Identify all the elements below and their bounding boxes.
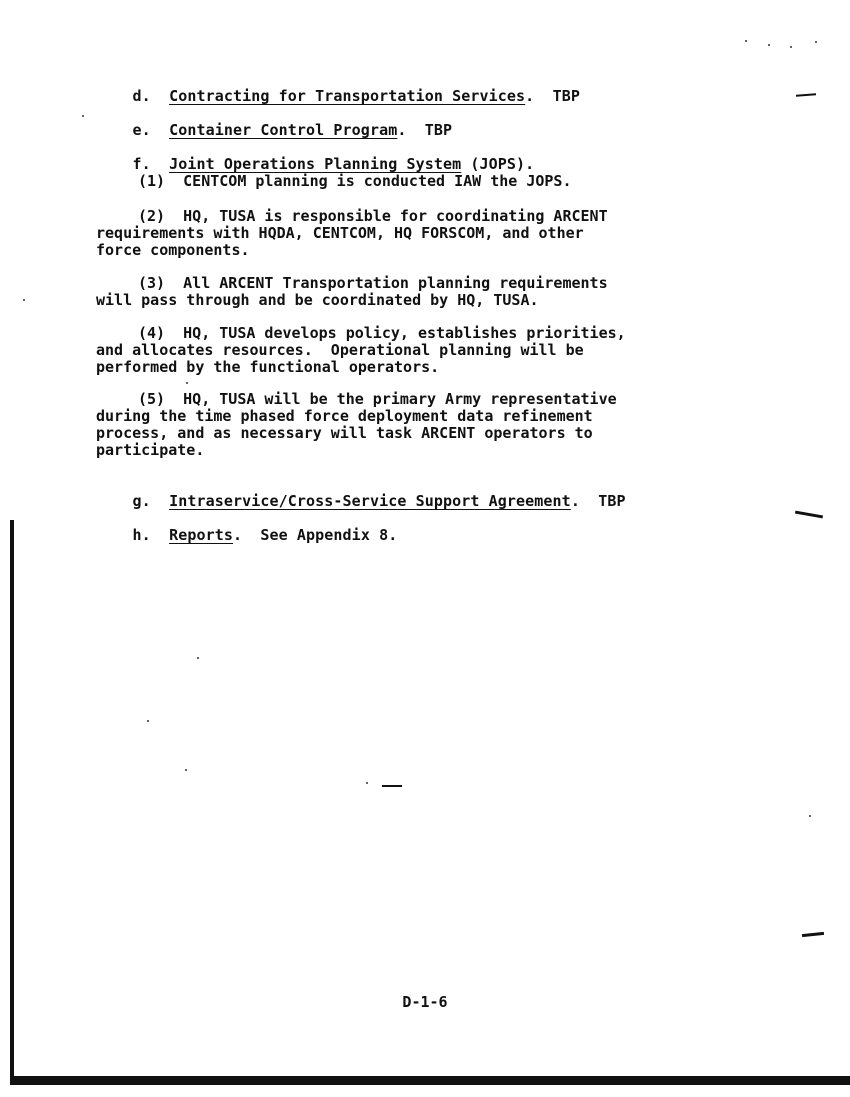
item-text: . TBP (570, 492, 626, 510)
scan-dot (185, 769, 187, 771)
subparagraph-line: force components. (96, 241, 250, 259)
subparagraph-3 (96, 275, 736, 309)
subparagraph-line: performed by the functional operators. (96, 358, 440, 376)
scan-dot (23, 299, 25, 301)
subparagraph-line: (3) All ARCENT Transportation planning requirements (138, 274, 608, 292)
subparagraph-line: (4) HQ, TUSA develops policy, establishes priorities, (138, 324, 626, 342)
scan-dot (147, 720, 149, 722)
item-h (96, 510, 397, 561)
item-text: . TBP (397, 121, 453, 139)
item-title: Reports (169, 526, 233, 544)
scan-dot (745, 40, 747, 42)
scan-mark (802, 932, 824, 937)
subparagraph-2 (96, 208, 736, 259)
item-title: Contracting for Transportation Services (169, 87, 526, 105)
subparagraph-line: during the time phased force deployment data refinement (96, 407, 593, 425)
item-text: . TBP (525, 87, 580, 105)
page-number: D-1-6 (402, 993, 448, 1011)
subparagraph-line: process, and as necessary will task ARCENT operators to (96, 424, 593, 442)
item-letter: g. (132, 492, 151, 510)
item-text: (JOPS). (461, 155, 535, 173)
scan-mark (795, 511, 823, 519)
scan-mark (382, 785, 402, 787)
item-letter: d. (132, 87, 151, 105)
scan-edge-bottom (10, 1076, 850, 1085)
item-text: . See Appendix 8. (232, 526, 398, 544)
subparagraph-line: will pass through and be coordinated by HQ, TUSA. (96, 291, 539, 309)
subparagraph-line: requirements with HQDA, CENTCOM, HQ FORSCOM, and other (96, 224, 584, 242)
subparagraph-line: (5) HQ, TUSA will be the primary Army representative (138, 390, 617, 408)
scan-dot (197, 657, 199, 659)
subparagraph-line: (1) CENTCOM planning is conducted IAW the JOPS. (138, 172, 572, 190)
item-letter: e. (132, 121, 151, 139)
item-letter: f. (132, 155, 151, 173)
subparagraph-1 (96, 173, 736, 190)
subparagraph-5 (96, 391, 736, 459)
item-letter: h. (132, 526, 151, 544)
subparagraph-line: and allocates resources. Operational planning will be (96, 341, 584, 359)
scan-dot (366, 782, 368, 784)
scan-dot (809, 815, 811, 817)
scan-dot (768, 44, 770, 46)
item-title: Intraservice/Cross-Service Support Agreement (169, 492, 571, 510)
scan-dot (790, 46, 792, 48)
subparagraph-line: (2) HQ, TUSA is responsible for coordinating ARCENT (138, 207, 608, 225)
subparagraph-line: participate. (96, 441, 205, 459)
scan-dot (82, 115, 84, 117)
item-title: Joint Operations Planning System (169, 155, 462, 173)
scan-dot (815, 41, 817, 43)
scan-mark (796, 93, 816, 96)
scan-edge-left (10, 520, 14, 1085)
subparagraph-4 (96, 325, 736, 376)
scan-dot (186, 382, 188, 384)
item-title: Container Control Program (169, 121, 398, 139)
